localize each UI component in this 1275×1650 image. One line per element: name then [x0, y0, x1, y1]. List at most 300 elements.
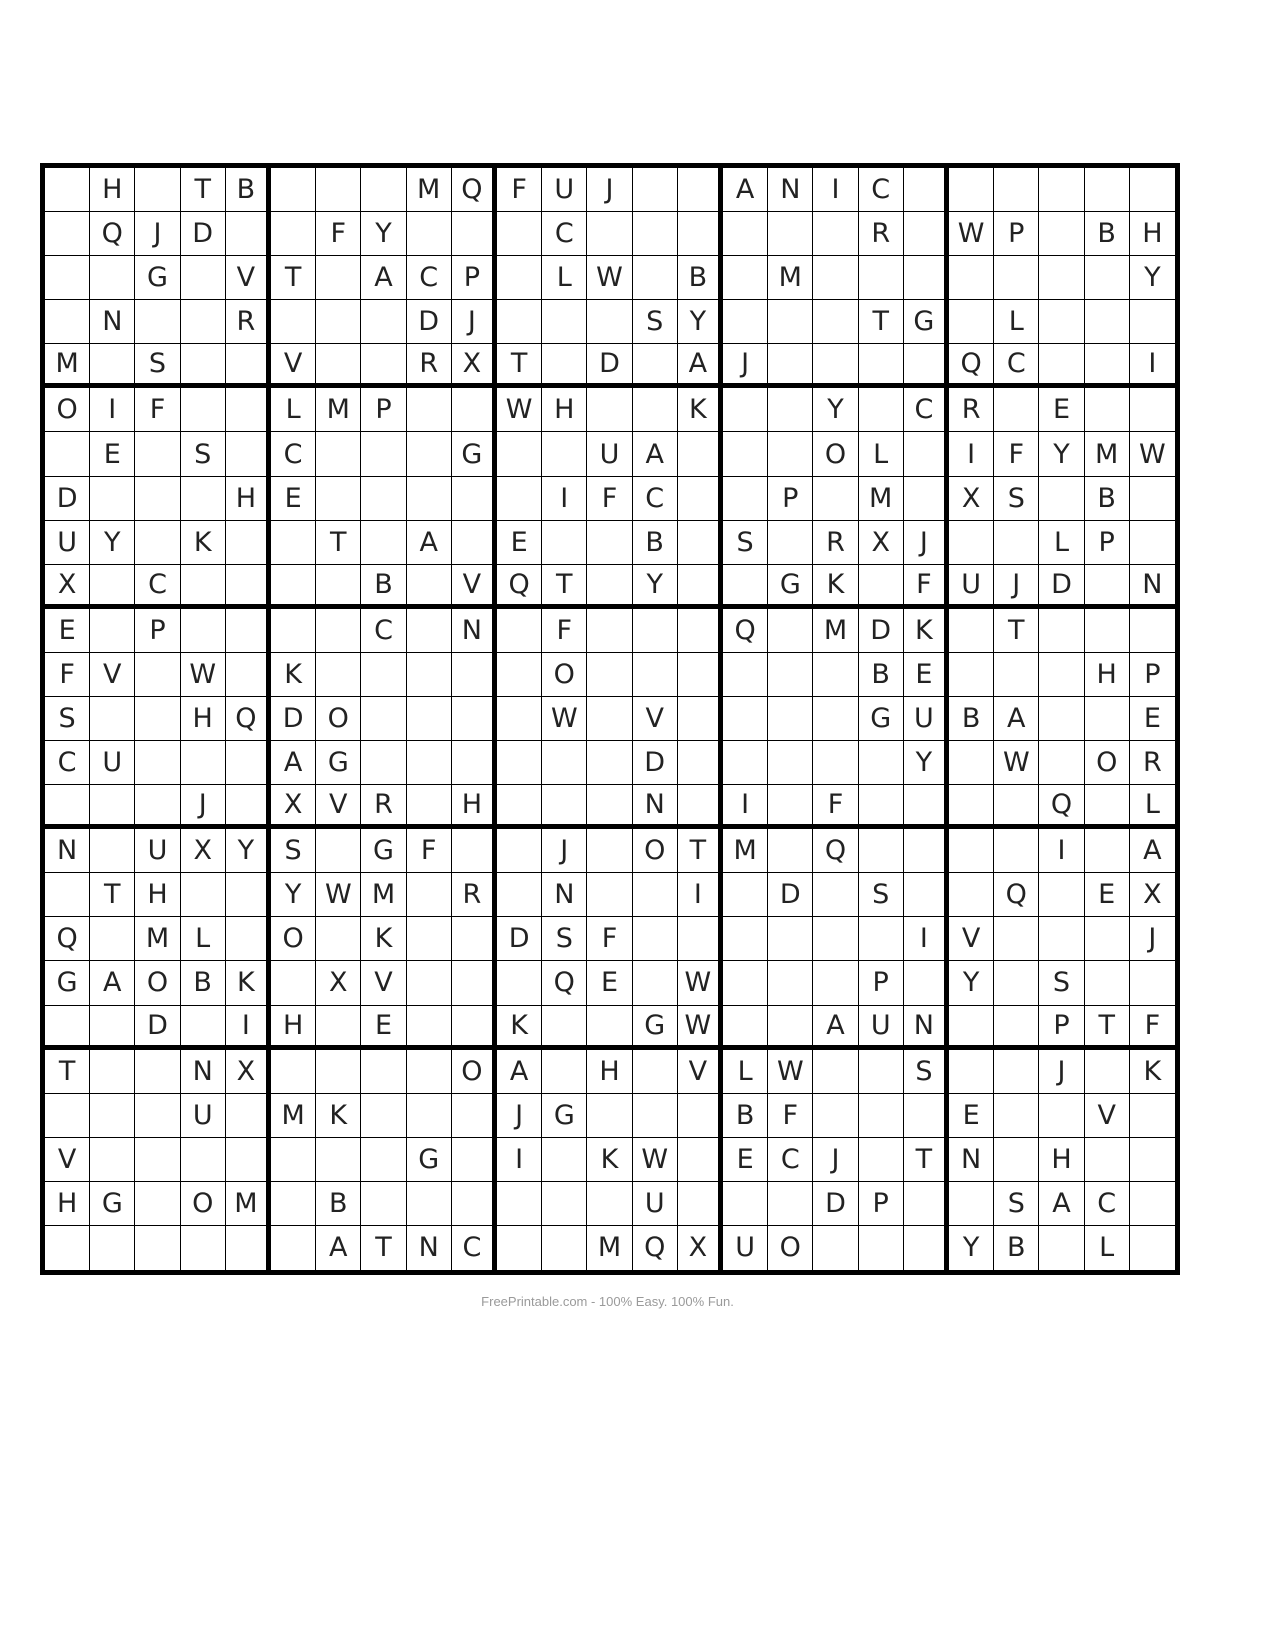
grid-cell-r17-c6[interactable]: Y — [271, 873, 316, 917]
grid-cell-r8-c11[interactable] — [497, 477, 542, 521]
grid-cell-r19-c20[interactable] — [904, 961, 949, 1005]
grid-cell-r4-c22[interactable]: L — [994, 300, 1039, 344]
grid-cell-r24-c9[interactable] — [407, 1182, 452, 1226]
grid-cell-r13-c5[interactable]: Q — [226, 697, 271, 741]
grid-cell-r19-c5[interactable]: K — [226, 961, 271, 1005]
grid-cell-r9-c6[interactable] — [271, 521, 316, 565]
grid-cell-r10-c19[interactable] — [859, 565, 904, 609]
grid-cell-r12-c9[interactable] — [407, 653, 452, 697]
grid-cell-r23-c1[interactable]: V — [45, 1138, 90, 1182]
grid-cell-r7-c20[interactable] — [904, 432, 949, 476]
grid-cell-r4-c11[interactable] — [497, 300, 542, 344]
grid-cell-r17-c18[interactable] — [813, 873, 858, 917]
grid-cell-r13-c3[interactable] — [135, 697, 180, 741]
grid-cell-r11-c23[interactable] — [1039, 609, 1084, 653]
grid-cell-r3-c4[interactable] — [181, 256, 226, 300]
grid-cell-r6-c25[interactable] — [1130, 388, 1175, 432]
grid-cell-r21-c6[interactable] — [271, 1050, 316, 1094]
grid-cell-r24-c25[interactable] — [1130, 1182, 1175, 1226]
grid-cell-r17-c16[interactable] — [723, 873, 768, 917]
grid-cell-r3-c22[interactable] — [994, 256, 1039, 300]
grid-cell-r22-c21[interactable]: E — [949, 1094, 994, 1138]
grid-cell-r12-c2[interactable]: V — [90, 653, 135, 697]
grid-cell-r9-c19[interactable]: X — [859, 521, 904, 565]
grid-cell-r24-c19[interactable]: P — [859, 1182, 904, 1226]
grid-cell-r21-c8[interactable] — [361, 1050, 406, 1094]
grid-cell-r22-c24[interactable]: V — [1085, 1094, 1130, 1138]
grid-cell-r1-c13[interactable]: J — [587, 168, 632, 212]
grid-cell-r7-c23[interactable]: Y — [1039, 432, 1084, 476]
grid-cell-r10-c9[interactable] — [407, 565, 452, 609]
grid-cell-r1-c24[interactable] — [1085, 168, 1130, 212]
grid-cell-r18-c1[interactable]: Q — [45, 917, 90, 961]
grid-cell-r20-c17[interactable] — [768, 1006, 813, 1050]
grid-cell-r6-c4[interactable] — [181, 388, 226, 432]
grid-cell-r23-c16[interactable]: E — [723, 1138, 768, 1182]
grid-cell-r2-c24[interactable]: B — [1085, 212, 1130, 256]
grid-cell-r21-c23[interactable]: J — [1039, 1050, 1084, 1094]
grid-cell-r4-c13[interactable] — [587, 300, 632, 344]
grid-cell-r20-c21[interactable] — [949, 1006, 994, 1050]
grid-cell-r15-c14[interactable]: N — [633, 785, 678, 829]
grid-cell-r15-c6[interactable]: X — [271, 785, 316, 829]
grid-cell-r12-c1[interactable]: F — [45, 653, 90, 697]
grid-cell-r25-c15[interactable]: X — [678, 1226, 723, 1270]
grid-cell-r14-c17[interactable] — [768, 741, 813, 785]
grid-cell-r2-c19[interactable]: R — [859, 212, 904, 256]
grid-cell-r5-c25[interactable]: I — [1130, 344, 1175, 388]
grid-cell-r12-c19[interactable]: B — [859, 653, 904, 697]
grid-cell-r16-c16[interactable]: M — [723, 829, 768, 873]
grid-cell-r6-c16[interactable] — [723, 388, 768, 432]
grid-cell-r18-c13[interactable]: F — [587, 917, 632, 961]
grid-cell-r4-c20[interactable]: G — [904, 300, 949, 344]
grid-cell-r1-c17[interactable]: N — [768, 168, 813, 212]
grid-cell-r5-c6[interactable]: V — [271, 344, 316, 388]
grid-cell-r7-c15[interactable] — [678, 432, 723, 476]
grid-cell-r1-c22[interactable] — [994, 168, 1039, 212]
grid-cell-r6-c12[interactable]: H — [542, 388, 587, 432]
grid-cell-r18-c8[interactable]: K — [361, 917, 406, 961]
grid-cell-r11-c19[interactable]: D — [859, 609, 904, 653]
grid-cell-r1-c14[interactable] — [633, 168, 678, 212]
grid-cell-r8-c1[interactable]: D — [45, 477, 90, 521]
grid-cell-r25-c25[interactable] — [1130, 1226, 1175, 1270]
grid-cell-r1-c15[interactable] — [678, 168, 723, 212]
grid-cell-r18-c2[interactable] — [90, 917, 135, 961]
grid-cell-r11-c6[interactable] — [271, 609, 316, 653]
grid-cell-r11-c20[interactable]: K — [904, 609, 949, 653]
grid-cell-r3-c25[interactable]: Y — [1130, 256, 1175, 300]
grid-cell-r17-c10[interactable]: R — [452, 873, 497, 917]
grid-cell-r21-c13[interactable]: H — [587, 1050, 632, 1094]
grid-cell-r16-c22[interactable] — [994, 829, 1039, 873]
grid-cell-r2-c7[interactable]: F — [316, 212, 361, 256]
grid-cell-r14-c25[interactable]: R — [1130, 741, 1175, 785]
grid-cell-r13-c17[interactable] — [768, 697, 813, 741]
grid-cell-r13-c8[interactable] — [361, 697, 406, 741]
grid-cell-r1-c2[interactable]: H — [90, 168, 135, 212]
grid-cell-r15-c21[interactable] — [949, 785, 994, 829]
grid-cell-r3-c19[interactable] — [859, 256, 904, 300]
grid-cell-r23-c7[interactable] — [316, 1138, 361, 1182]
grid-cell-r17-c2[interactable]: T — [90, 873, 135, 917]
grid-cell-r7-c12[interactable] — [542, 432, 587, 476]
grid-cell-r3-c20[interactable] — [904, 256, 949, 300]
grid-cell-r14-c20[interactable]: Y — [904, 741, 949, 785]
grid-cell-r23-c13[interactable]: K — [587, 1138, 632, 1182]
grid-cell-r17-c5[interactable] — [226, 873, 271, 917]
grid-cell-r9-c16[interactable]: S — [723, 521, 768, 565]
grid-cell-r7-c24[interactable]: M — [1085, 432, 1130, 476]
grid-cell-r4-c10[interactable]: J — [452, 300, 497, 344]
grid-cell-r21-c15[interactable]: V — [678, 1050, 723, 1094]
grid-cell-r23-c10[interactable] — [452, 1138, 497, 1182]
grid-cell-r5-c17[interactable] — [768, 344, 813, 388]
grid-cell-r10-c20[interactable]: F — [904, 565, 949, 609]
grid-cell-r14-c16[interactable] — [723, 741, 768, 785]
grid-cell-r7-c19[interactable]: L — [859, 432, 904, 476]
grid-cell-r17-c13[interactable] — [587, 873, 632, 917]
grid-cell-r17-c15[interactable]: I — [678, 873, 723, 917]
grid-cell-r11-c14[interactable] — [633, 609, 678, 653]
grid-cell-r24-c7[interactable]: B — [316, 1182, 361, 1226]
grid-cell-r2-c11[interactable] — [497, 212, 542, 256]
grid-cell-r2-c9[interactable] — [407, 212, 452, 256]
grid-cell-r22-c25[interactable] — [1130, 1094, 1175, 1138]
grid-cell-r19-c23[interactable]: S — [1039, 961, 1084, 1005]
grid-cell-r12-c15[interactable] — [678, 653, 723, 697]
grid-cell-r19-c8[interactable]: V — [361, 961, 406, 1005]
grid-cell-r19-c2[interactable]: A — [90, 961, 135, 1005]
grid-cell-r21-c18[interactable] — [813, 1050, 858, 1094]
grid-cell-r20-c25[interactable]: F — [1130, 1006, 1175, 1050]
grid-cell-r3-c14[interactable] — [633, 256, 678, 300]
grid-cell-r10-c17[interactable]: G — [768, 565, 813, 609]
grid-cell-r16-c23[interactable]: I — [1039, 829, 1084, 873]
grid-cell-r13-c9[interactable] — [407, 697, 452, 741]
grid-cell-r14-c22[interactable]: W — [994, 741, 1039, 785]
grid-cell-r2-c20[interactable] — [904, 212, 949, 256]
grid-cell-r6-c19[interactable] — [859, 388, 904, 432]
grid-cell-r11-c21[interactable] — [949, 609, 994, 653]
grid-cell-r20-c1[interactable] — [45, 1006, 90, 1050]
grid-cell-r13-c22[interactable]: A — [994, 697, 1039, 741]
grid-cell-r5-c12[interactable] — [542, 344, 587, 388]
grid-cell-r7-c21[interactable]: I — [949, 432, 994, 476]
grid-cell-r19-c19[interactable]: P — [859, 961, 904, 1005]
grid-cell-r3-c9[interactable]: C — [407, 256, 452, 300]
grid-cell-r20-c13[interactable] — [587, 1006, 632, 1050]
grid-cell-r17-c22[interactable]: Q — [994, 873, 1039, 917]
grid-cell-r14-c21[interactable] — [949, 741, 994, 785]
grid-cell-r24-c17[interactable] — [768, 1182, 813, 1226]
grid-cell-r10-c8[interactable]: B — [361, 565, 406, 609]
grid-cell-r25-c20[interactable] — [904, 1226, 949, 1270]
grid-cell-r15-c23[interactable]: Q — [1039, 785, 1084, 829]
grid-cell-r15-c2[interactable] — [90, 785, 135, 829]
grid-cell-r16-c25[interactable]: A — [1130, 829, 1175, 873]
grid-cell-r23-c12[interactable] — [542, 1138, 587, 1182]
grid-cell-r8-c7[interactable] — [316, 477, 361, 521]
grid-cell-r4-c1[interactable] — [45, 300, 90, 344]
grid-cell-r18-c14[interactable] — [633, 917, 678, 961]
grid-cell-r19-c24[interactable] — [1085, 961, 1130, 1005]
grid-cell-r22-c22[interactable] — [994, 1094, 1039, 1138]
grid-cell-r9-c3[interactable] — [135, 521, 180, 565]
grid-cell-r18-c9[interactable] — [407, 917, 452, 961]
grid-cell-r24-c12[interactable] — [542, 1182, 587, 1226]
grid-cell-r10-c18[interactable]: K — [813, 565, 858, 609]
grid-cell-r2-c22[interactable]: P — [994, 212, 1039, 256]
grid-cell-r12-c6[interactable]: K — [271, 653, 316, 697]
grid-cell-r5-c14[interactable] — [633, 344, 678, 388]
grid-cell-r16-c15[interactable]: T — [678, 829, 723, 873]
grid-cell-r8-c23[interactable] — [1039, 477, 1084, 521]
grid-cell-r25-c5[interactable] — [226, 1226, 271, 1270]
grid-cell-r2-c15[interactable] — [678, 212, 723, 256]
grid-cell-r12-c16[interactable] — [723, 653, 768, 697]
grid-cell-r2-c3[interactable]: J — [135, 212, 180, 256]
grid-cell-r19-c9[interactable] — [407, 961, 452, 1005]
grid-cell-r22-c23[interactable] — [1039, 1094, 1084, 1138]
grid-cell-r13-c2[interactable] — [90, 697, 135, 741]
grid-cell-r23-c22[interactable] — [994, 1138, 1039, 1182]
grid-cell-r15-c16[interactable]: I — [723, 785, 768, 829]
grid-cell-r6-c20[interactable]: C — [904, 388, 949, 432]
grid-cell-r11-c16[interactable]: Q — [723, 609, 768, 653]
grid-cell-r21-c20[interactable]: S — [904, 1050, 949, 1094]
grid-cell-r7-c13[interactable]: U — [587, 432, 632, 476]
grid-cell-r16-c2[interactable] — [90, 829, 135, 873]
grid-cell-r25-c21[interactable]: Y — [949, 1226, 994, 1270]
grid-cell-r8-c9[interactable] — [407, 477, 452, 521]
grid-cell-r9-c8[interactable] — [361, 521, 406, 565]
grid-cell-r5-c22[interactable]: C — [994, 344, 1039, 388]
grid-cell-r22-c16[interactable]: B — [723, 1094, 768, 1138]
grid-cell-r7-c18[interactable]: O — [813, 432, 858, 476]
grid-cell-r4-c2[interactable]: N — [90, 300, 135, 344]
grid-cell-r3-c23[interactable] — [1039, 256, 1084, 300]
grid-cell-r8-c15[interactable] — [678, 477, 723, 521]
grid-cell-r5-c9[interactable]: R — [407, 344, 452, 388]
grid-cell-r21-c3[interactable] — [135, 1050, 180, 1094]
grid-cell-r6-c21[interactable]: R — [949, 388, 994, 432]
grid-cell-r7-c11[interactable] — [497, 432, 542, 476]
grid-cell-r17-c3[interactable]: H — [135, 873, 180, 917]
grid-cell-r14-c4[interactable] — [181, 741, 226, 785]
grid-cell-r15-c15[interactable] — [678, 785, 723, 829]
grid-cell-r25-c6[interactable] — [271, 1226, 316, 1270]
grid-cell-r17-c4[interactable] — [181, 873, 226, 917]
grid-cell-r21-c12[interactable] — [542, 1050, 587, 1094]
grid-cell-r1-c20[interactable] — [904, 168, 949, 212]
grid-cell-r2-c14[interactable] — [633, 212, 678, 256]
grid-cell-r6-c17[interactable] — [768, 388, 813, 432]
grid-cell-r9-c18[interactable]: R — [813, 521, 858, 565]
grid-cell-r25-c7[interactable]: A — [316, 1226, 361, 1270]
grid-cell-r19-c14[interactable] — [633, 961, 678, 1005]
grid-cell-r17-c14[interactable] — [633, 873, 678, 917]
grid-cell-r14-c14[interactable]: D — [633, 741, 678, 785]
grid-cell-r17-c8[interactable]: M — [361, 873, 406, 917]
grid-cell-r24-c20[interactable] — [904, 1182, 949, 1226]
grid-cell-r5-c23[interactable] — [1039, 344, 1084, 388]
grid-cell-r12-c22[interactable] — [994, 653, 1039, 697]
grid-cell-r3-c3[interactable]: G — [135, 256, 180, 300]
grid-cell-r11-c7[interactable] — [316, 609, 361, 653]
grid-cell-r15-c25[interactable]: L — [1130, 785, 1175, 829]
grid-cell-r12-c5[interactable] — [226, 653, 271, 697]
grid-cell-r1-c12[interactable]: U — [542, 168, 587, 212]
grid-cell-r23-c5[interactable] — [226, 1138, 271, 1182]
grid-cell-r4-c25[interactable] — [1130, 300, 1175, 344]
grid-cell-r19-c7[interactable]: X — [316, 961, 361, 1005]
grid-cell-r18-c18[interactable] — [813, 917, 858, 961]
grid-cell-r12-c8[interactable] — [361, 653, 406, 697]
grid-cell-r2-c8[interactable]: Y — [361, 212, 406, 256]
grid-cell-r9-c17[interactable] — [768, 521, 813, 565]
grid-cell-r9-c14[interactable]: B — [633, 521, 678, 565]
grid-cell-r5-c13[interactable]: D — [587, 344, 632, 388]
grid-cell-r17-c19[interactable]: S — [859, 873, 904, 917]
grid-cell-r1-c9[interactable]: M — [407, 168, 452, 212]
grid-cell-r20-c22[interactable] — [994, 1006, 1039, 1050]
grid-cell-r13-c6[interactable]: D — [271, 697, 316, 741]
grid-cell-r2-c12[interactable]: C — [542, 212, 587, 256]
grid-cell-r21-c16[interactable]: L — [723, 1050, 768, 1094]
grid-cell-r23-c11[interactable]: I — [497, 1138, 542, 1182]
grid-cell-r11-c15[interactable] — [678, 609, 723, 653]
grid-cell-r5-c20[interactable] — [904, 344, 949, 388]
grid-cell-r4-c17[interactable] — [768, 300, 813, 344]
grid-cell-r14-c13[interactable] — [587, 741, 632, 785]
grid-cell-r3-c8[interactable]: A — [361, 256, 406, 300]
grid-cell-r24-c5[interactable]: M — [226, 1182, 271, 1226]
grid-cell-r1-c10[interactable]: Q — [452, 168, 497, 212]
grid-cell-r4-c18[interactable] — [813, 300, 858, 344]
grid-cell-r25-c11[interactable] — [497, 1226, 542, 1270]
grid-cell-r1-c5[interactable]: B — [226, 168, 271, 212]
grid-cell-r6-c24[interactable] — [1085, 388, 1130, 432]
grid-cell-r25-c4[interactable] — [181, 1226, 226, 1270]
grid-cell-r2-c5[interactable] — [226, 212, 271, 256]
grid-cell-r9-c21[interactable] — [949, 521, 994, 565]
grid-cell-r12-c18[interactable] — [813, 653, 858, 697]
grid-cell-r1-c4[interactable]: T — [181, 168, 226, 212]
grid-cell-r19-c6[interactable] — [271, 961, 316, 1005]
grid-cell-r25-c19[interactable] — [859, 1226, 904, 1270]
grid-cell-r20-c10[interactable] — [452, 1006, 497, 1050]
grid-cell-r1-c3[interactable] — [135, 168, 180, 212]
grid-cell-r15-c8[interactable]: R — [361, 785, 406, 829]
grid-cell-r18-c12[interactable]: S — [542, 917, 587, 961]
grid-cell-r20-c2[interactable] — [90, 1006, 135, 1050]
grid-cell-r19-c18[interactable] — [813, 961, 858, 1005]
grid-cell-r18-c17[interactable] — [768, 917, 813, 961]
grid-cell-r2-c10[interactable] — [452, 212, 497, 256]
grid-cell-r10-c14[interactable]: Y — [633, 565, 678, 609]
grid-cell-r7-c7[interactable] — [316, 432, 361, 476]
grid-cell-r12-c3[interactable] — [135, 653, 180, 697]
grid-cell-r15-c12[interactable] — [542, 785, 587, 829]
grid-cell-r16-c1[interactable]: N — [45, 829, 90, 873]
grid-cell-r16-c21[interactable] — [949, 829, 994, 873]
grid-cell-r24-c10[interactable] — [452, 1182, 497, 1226]
grid-cell-r15-c24[interactable] — [1085, 785, 1130, 829]
grid-cell-r13-c4[interactable]: H — [181, 697, 226, 741]
grid-cell-r16-c14[interactable]: O — [633, 829, 678, 873]
grid-cell-r9-c25[interactable] — [1130, 521, 1175, 565]
grid-cell-r7-c8[interactable] — [361, 432, 406, 476]
grid-cell-r11-c22[interactable]: T — [994, 609, 1039, 653]
grid-cell-r3-c7[interactable] — [316, 256, 361, 300]
grid-cell-r22-c1[interactable] — [45, 1094, 90, 1138]
grid-cell-r10-c25[interactable]: N — [1130, 565, 1175, 609]
grid-cell-r20-c23[interactable]: P — [1039, 1006, 1084, 1050]
grid-cell-r15-c9[interactable] — [407, 785, 452, 829]
grid-cell-r19-c13[interactable]: E — [587, 961, 632, 1005]
grid-cell-r20-c4[interactable] — [181, 1006, 226, 1050]
grid-cell-r9-c20[interactable]: J — [904, 521, 949, 565]
grid-cell-r19-c12[interactable]: Q — [542, 961, 587, 1005]
grid-cell-r25-c13[interactable]: M — [587, 1226, 632, 1270]
grid-cell-r20-c12[interactable] — [542, 1006, 587, 1050]
grid-cell-r2-c18[interactable] — [813, 212, 858, 256]
grid-cell-r5-c1[interactable]: M — [45, 344, 90, 388]
grid-cell-r7-c22[interactable]: F — [994, 432, 1039, 476]
grid-cell-r15-c19[interactable] — [859, 785, 904, 829]
grid-cell-r22-c7[interactable]: K — [316, 1094, 361, 1138]
grid-cell-r1-c6[interactable] — [271, 168, 316, 212]
grid-cell-r22-c17[interactable]: F — [768, 1094, 813, 1138]
grid-cell-r21-c21[interactable] — [949, 1050, 994, 1094]
grid-cell-r21-c22[interactable] — [994, 1050, 1039, 1094]
grid-cell-r13-c19[interactable]: G — [859, 697, 904, 741]
grid-cell-r18-c25[interactable]: J — [1130, 917, 1175, 961]
grid-cell-r16-c20[interactable] — [904, 829, 949, 873]
grid-cell-r5-c5[interactable] — [226, 344, 271, 388]
grid-cell-r13-c18[interactable] — [813, 697, 858, 741]
grid-cell-r22-c8[interactable] — [361, 1094, 406, 1138]
grid-cell-r22-c13[interactable] — [587, 1094, 632, 1138]
grid-cell-r22-c20[interactable] — [904, 1094, 949, 1138]
grid-cell-r10-c3[interactable]: C — [135, 565, 180, 609]
grid-cell-r9-c7[interactable]: T — [316, 521, 361, 565]
grid-cell-r6-c8[interactable]: P — [361, 388, 406, 432]
grid-cell-r4-c24[interactable] — [1085, 300, 1130, 344]
grid-cell-r16-c7[interactable] — [316, 829, 361, 873]
grid-cell-r15-c1[interactable] — [45, 785, 90, 829]
grid-cell-r6-c14[interactable] — [633, 388, 678, 432]
grid-cell-r15-c18[interactable]: F — [813, 785, 858, 829]
grid-cell-r19-c25[interactable] — [1130, 961, 1175, 1005]
grid-cell-r20-c18[interactable]: A — [813, 1006, 858, 1050]
grid-cell-r19-c1[interactable]: G — [45, 961, 90, 1005]
grid-cell-r10-c13[interactable] — [587, 565, 632, 609]
grid-cell-r21-c4[interactable]: N — [181, 1050, 226, 1094]
grid-cell-r16-c17[interactable] — [768, 829, 813, 873]
grid-cell-r15-c5[interactable] — [226, 785, 271, 829]
grid-cell-r25-c18[interactable] — [813, 1226, 858, 1270]
grid-cell-r6-c5[interactable] — [226, 388, 271, 432]
grid-cell-r18-c6[interactable]: O — [271, 917, 316, 961]
grid-cell-r7-c1[interactable] — [45, 432, 90, 476]
grid-cell-r25-c23[interactable] — [1039, 1226, 1084, 1270]
grid-cell-r22-c18[interactable] — [813, 1094, 858, 1138]
grid-cell-r4-c23[interactable] — [1039, 300, 1084, 344]
grid-cell-r14-c8[interactable] — [361, 741, 406, 785]
